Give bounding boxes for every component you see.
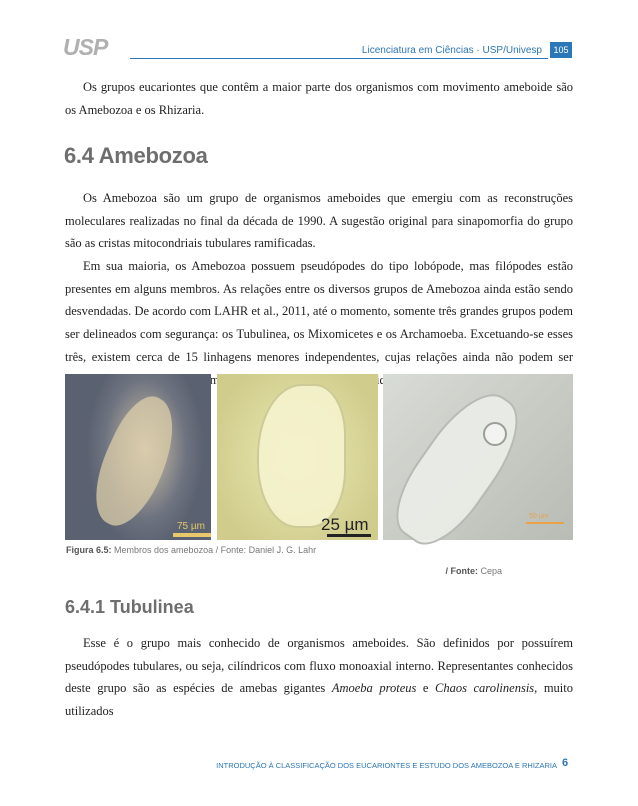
- scale-bar-2: [327, 534, 371, 537]
- subsection-text-end: , muito utilizados: [65, 681, 573, 719]
- section-paragraph-1: Os Amebozoa são um grupo de organismos ameboides que emergiu com as reconstruções moleculares realizadas no final da década de 1990. A sugestão original para sinapomorfia do grupo são as cristas mitocondriais tubulares ramificadas.: [65, 191, 573, 251]
- page-header: [0, 0, 638, 60]
- figure-caption-text: Membros dos amebozoa / Fonte: Daniel J. G. Lahr: [114, 545, 317, 555]
- section-paragraph-2: Em sua maioria, os Amebozoa possuem pseudópodes do tipo lobópode, mas filópodes estão presentes em alguns membros. As relações entre os diversos grupos de Amebozoa ainda estão sendo desvendadas. De acordo com LAHR et al., 2011, até o momento, somente três grandes grupos podem ser delineados com segurança: os Tubulinea, os Mixomicetes e os Archamoeba. Excetuando-se esses três, existem cerca de 15 linhagens menores independentes, cujas relações ainda não podem ser: [65, 259, 573, 364]
- figure-source: [300, 566, 502, 576]
- vacuole: [483, 422, 507, 446]
- amoeba-micrograph-1: [65, 374, 211, 540]
- usp-logo: USP: [63, 34, 108, 60]
- subsection-connector: e: [416, 681, 436, 696]
- amoeba-cell-shape: [79, 388, 190, 536]
- figure-caption-label: Figura 6.5:: [66, 545, 112, 555]
- amoeba-cell-shape: [257, 384, 346, 528]
- scale-label-3: 50 µm: [529, 513, 549, 520]
- scale-bar-1: [173, 533, 211, 537]
- species-chaos-carolinensis: Chaos carolinensis: [435, 681, 535, 696]
- figure-source-text: Cepa: [480, 566, 502, 576]
- footer-title: INTRODUÇÃO À CLASSIFICAÇÃO DOS EUCARIONTES E ESTUDO DOS AMEBOZOA E RHIZARIA: [216, 761, 557, 770]
- page-number-badge: 105: [550, 42, 572, 58]
- figure-caption: [66, 545, 316, 555]
- scale-bar-3: [526, 522, 564, 524]
- footer-page-number: 6: [562, 757, 569, 769]
- subsection-text-start: Esse é o grupo mais conhecido de organismos ameboides. São definidos por possuírem pseudópodes tubulares, ou seja, cilíndricos com fluxo monoaxial interno. Representantes conhecidos deste grupo são as espécies de amebas gigantes: [65, 636, 573, 696]
- header-title: Licenciatura em Ciências · USP/Univesp: [361, 45, 542, 56]
- amoeba-micrograph-2: [217, 374, 378, 540]
- amoeba-micrograph-3: [383, 374, 573, 540]
- species-amoeba-proteus: Amoeba proteus: [331, 681, 417, 696]
- figure-source-label: / Fonte:: [445, 566, 478, 576]
- scale-label-2: 25 µm: [321, 515, 369, 534]
- amoeba-cell-shape: [379, 378, 537, 559]
- scale-label-1: 75 µm: [177, 521, 205, 532]
- header-divider: [130, 58, 548, 59]
- intro-paragraph: Os grupos eucariontes que contêm a maior parte dos organismos com movimento ameboide são os Amebozoa e os Rhizaria.: [65, 80, 573, 117]
- subsection-title: 6.4.1 Tubulinea: [65, 597, 194, 617]
- section-title: 6.4 Amebozoa: [64, 143, 208, 168]
- subsection-paragraph: [65, 632, 573, 723]
